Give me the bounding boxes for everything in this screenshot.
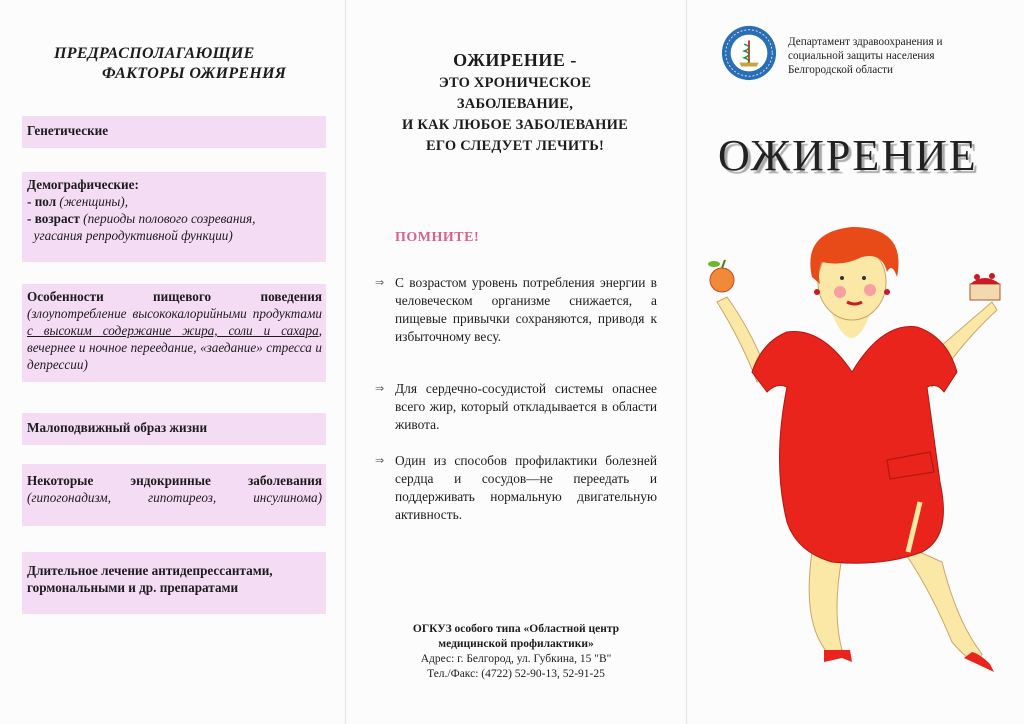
middle-panel [345,0,685,724]
factor-sedentary: Малоподвижный образ жизни [22,413,326,445]
arrow-icon: ⇒ [375,276,385,289]
bullet-item: ⇒ С возрастом уровень потребления энергии в человеческом организме снижается, а пищевые привычки сохраняются, приводя к избыточному весу. [375,275,657,344]
bullet-item: ⇒ Для сердечно-сосудистой системы опаснее всего жир, который откладывается в области живота. [375,381,657,432]
arrow-icon: ⇒ [375,382,385,395]
factor-medication: Длительное лечение антидепрессантами, гормональными и др. препаратами [22,552,326,614]
factor-eating-behavior: Особенности пищевого поведения (злоупотребление высококалорийными продуктами с высоким содержание жира, соли и сахара, вечернее и ночное переедание, «заедание» стресса и депрессии) [22,284,326,382]
arrow-icon: ⇒ [375,454,385,467]
department-name: Департамент здравоохранения и социальной защиты населения Белгородской области [788,36,943,76]
remember-heading: ПОМНИТЕ! [395,230,480,245]
woman-in-red-dress-illustration [692,222,1022,674]
factor-endocrine: Некоторые эндокринные заболевания (гипогонадизм, гипотиреоз, инсулинома) [22,464,326,526]
bullet-item: ⇒ Один из способов профилактики болезней сердца и сосудов—не переедать и поддерживать нормальную двигательную активность. [375,453,657,522]
obesity-chronic-heading: ОЖИРЕНИЕ - ЭТО ХРОНИЧЕСКОЕ ЗАБОЛЕВАНИЕ, И КАК ЛЮБОЕ ЗАБОЛЕВАНИЕ ЕГО СЛЕДУЕТ ЛЕЧИТЬ! [402,50,628,154]
medical-emblem-icon [720,24,778,82]
left-panel [0,0,345,724]
factor-genetic: Генетические [22,116,326,148]
factor-demographic: Демографические: - пол (женщины), - возраст (периоды полового созревания, угасания репродуктивной функции) [22,172,326,262]
main-title: ОЖИРЕНИЕ [718,131,978,180]
organization-footer: ОГКУЗ особого типа «Областной центр медицинской профилактики» Адрес: г. Белгород, ул. Губкина, 15 "В" Тел./Факс: (4722) 52-90-13, 52-91-25 [412,623,620,680]
right-panel [686,0,1024,724]
factors-title: ПРЕДРАСПОЛАГАЮЩИЕ ФАКТОРЫ ОЖИРЕНИЯ [54,45,287,82]
